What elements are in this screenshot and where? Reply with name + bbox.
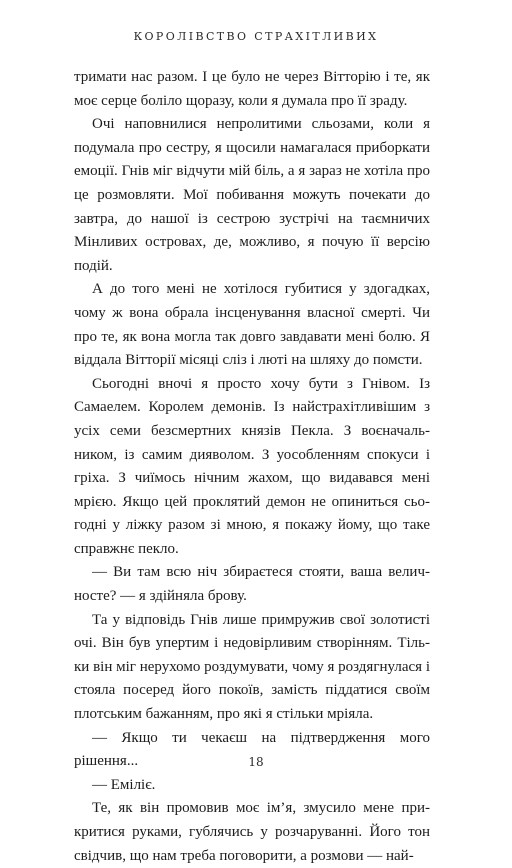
paragraph: тримати нас разом. І це було не через Вітторію і те, як моє серце боліло щоразу, коли я думала про її зраду. [74, 69, 430, 109]
paragraph: Та у відповідь Гнів лише примружив свої золотисті очі. Він був упертим і недовірливим створінням. Тільки він міг нерухомо роздумувати, чому я роздягнулася і стояла посеред його покоїв, замість піддатися своїм плотським бажанням, про які я стільки мріяла. [74, 611, 430, 723]
page-number: 18 [248, 755, 264, 769]
dialogue-line: — Якщо ти чекаєш на підтвердження мого рішення... [74, 729, 430, 770]
dialogue-line: — Еміліє. [92, 776, 156, 793]
running-head-title: КОРОЛІВСТВО СТРАХІТЛИВИХ [133, 30, 379, 43]
paragraph: Сьогодні вночі я просто хочу бути з Гнівом. Із Самаелем. Королем демонів. Із найстрахітливішим з усіх семи безсмертних князів Пекла. З воєначальником, із самим дияволом. З уособленням спокуси і гріха. З чиїмось нічним жахом, що видавався мені мрією. Якщо цей проклятий демон не опиниться сьогодні у ліжку разом зі мною, я покажу йому, що таке справжнє пекло. [74, 375, 430, 557]
dialogue-line: — Ви там всю ніч збираєтеся стояти, ваша величносте? — я здійняла брову. [74, 564, 430, 605]
paragraph: А до того мені не хотілося губитися у здогадках, чому ж вона обрала інсценування власної смерті. Чи про те, як вона могла так довго завдавати мені болю. Я віддала Вітторії місяці сліз і люті на шляху до помсти. [74, 281, 430, 369]
body-text [74, 66, 430, 868]
paragraph: Те, як він промовив моє ім’я, змусило мене прикритися руками, гублячись у розчаруванні. Його тон свідчив, що нам треба поговорити, а розмови — най- [74, 800, 430, 864]
paragraph: Очі наповнилися непролитими сльозами, коли я подумала про сестру, я щосили намагалася приборкати емоції. Гнів міг відчути мій біль, а я зараз не хотіла про це розмовляти. Мої побивання можуть почекати до завтра, до нашої із сестрою зустрічі на таємничих Мінливих островах, де, можливо, я почую її версію подій. [74, 116, 430, 274]
